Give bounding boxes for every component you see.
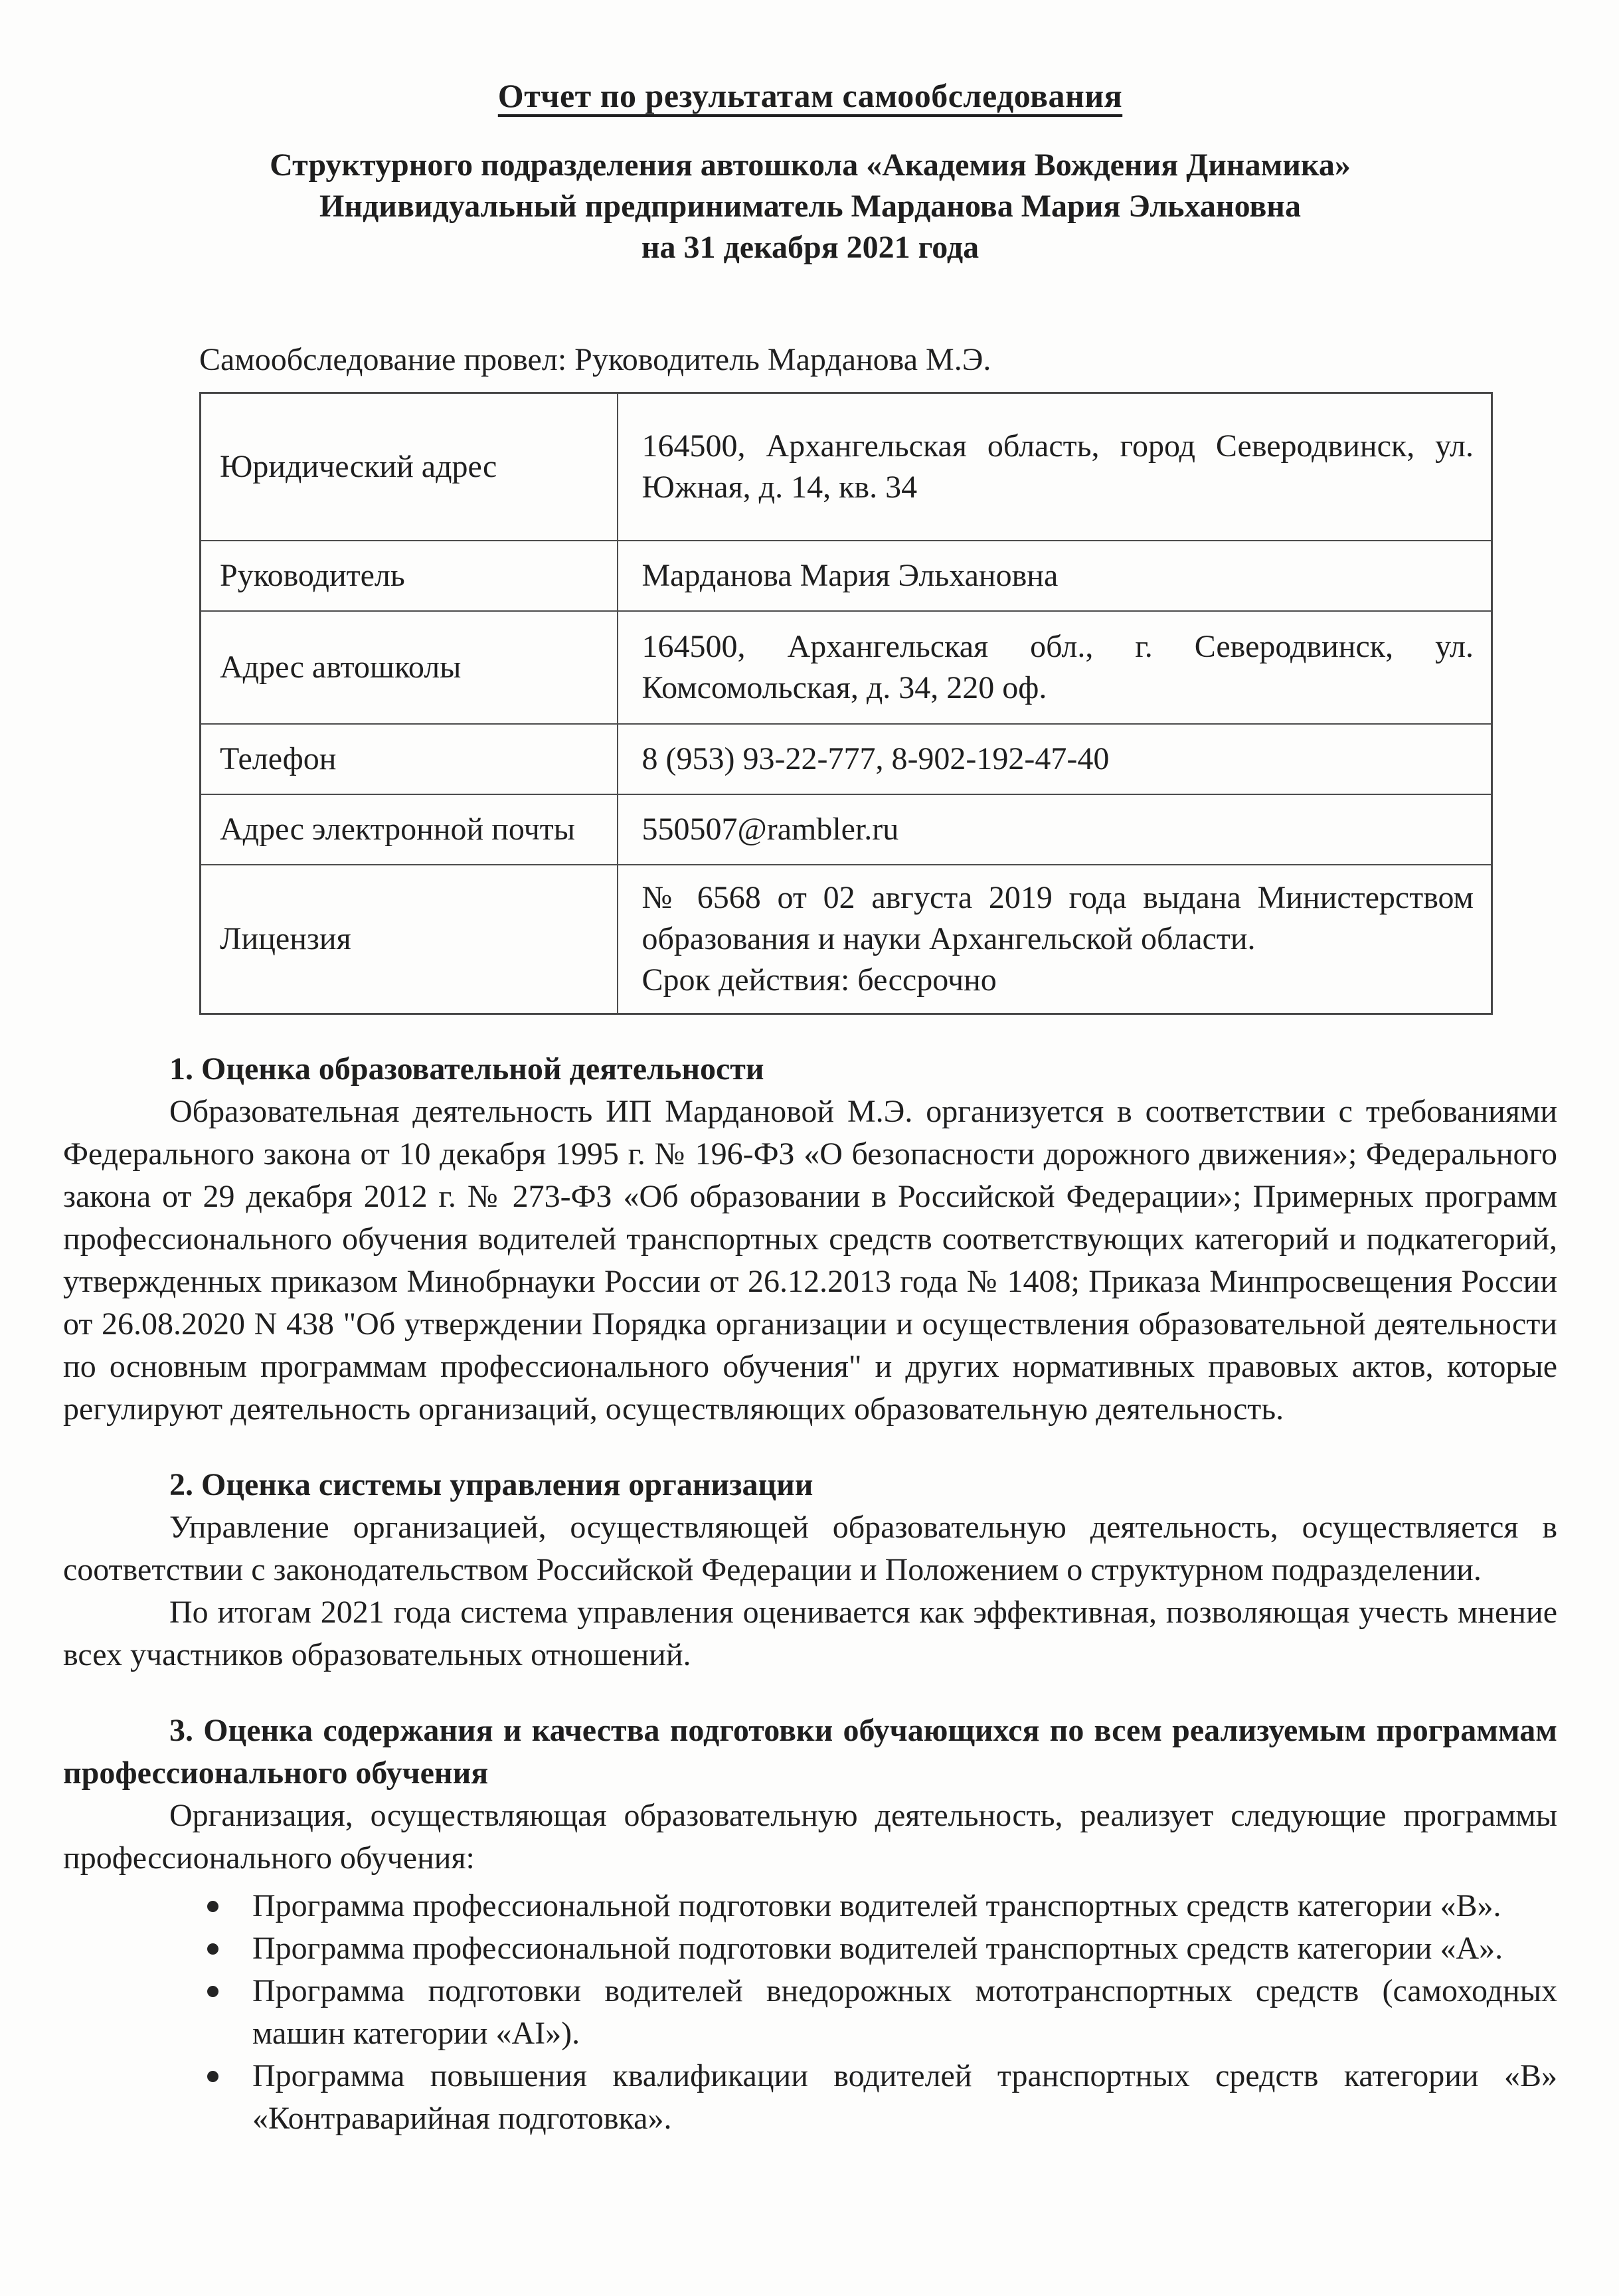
list-item-program-counter-emergency xyxy=(63,2055,1557,2140)
row-label: Телефон xyxy=(201,724,618,794)
table-row-legal-address xyxy=(201,393,1492,541)
row-value: 8 (953) 93-22-777, 8-902-192-47-40 xyxy=(618,724,1492,794)
organization-info-table xyxy=(199,392,1493,1015)
list-item-text: Программа повышения квалификации водителей транспортных средств категории «В» «Контраварийная подготовка». xyxy=(252,2058,1557,2136)
section-2-paragraph-2: По итогам 2021 года система управления оценивается как эффективная, позволяющая учесть мнение всех участников образовательных отношений. xyxy=(63,1594,1557,1672)
subtitle-line-entrepreneur: Индивидуальный предприниматель Марданова Мария Эльхановна xyxy=(319,189,1301,224)
table-row-email xyxy=(201,794,1492,865)
section-2-heading: 2. Оценка системы управления организации xyxy=(169,1466,813,1502)
list-item-text: Программа профессиональной подготовки водителей транспортных средств категории «А». xyxy=(252,1930,1503,1966)
row-label: Руководитель xyxy=(201,541,618,611)
section-2-paragraph-1: Управление организацией, осуществляющей образовательную деятельность, осуществляется в соответствии с законодательством Российской Федерации и Положением о структурном подразделении. xyxy=(63,1509,1557,1587)
section-3-paragraph: Организация, осуществляющая образовательную деятельность, реализует следующие программы профессионального обучения: xyxy=(63,1797,1557,1876)
bullet-marker xyxy=(207,1901,218,1912)
list-item-program-a xyxy=(63,1927,1557,1970)
row-value xyxy=(618,865,1492,1014)
section-3-heading: 3. Оценка содержания и качества подготовки обучающихся по всем реализуемым программам профессионального обучения xyxy=(63,1712,1557,1791)
section-1-paragraph: Образовательная деятельность ИП Мардановой М.Э. организуется в соответствии с требованиями Федерального закона от 10 декабря 1995 г. № 196-ФЗ «О безопасности дорожного движения»; Федерального закона от 29 декабря 2012 г. № 273-ФЗ «Об образовании в Российской Федерации»; Примерных программ профессионального обучения водителей транспортных средств соответствующих категорий и подкатегорий, утвержденных приказом Минобрнауки России от 26.12.2013 года № 1408; Приказа Минпросвещения России от 26.08.2020 N 438 "Об утверждении Порядка организации и осуществления образовательной деятельности по основным программам профессионального обучения" и других нормативных правовых актов, которые регулируют деятельность организаций, осуществляющих образовательную деятельность. xyxy=(63,1093,1557,1427)
row-label: Адрес автошколы xyxy=(201,611,618,724)
subtitle-line-organization: Структурного подразделения автошкола «Академия Вождения Динамика» xyxy=(270,147,1351,183)
self-examination-conductor-line: Самообследование провел: Руководитель Марданова М.Э. xyxy=(199,342,991,377)
list-item-program-ai xyxy=(63,1970,1557,2055)
subtitle-line-date: на 31 декабря 2021 года xyxy=(641,230,980,265)
table-row-director xyxy=(201,541,1492,611)
row-label: Адрес электронной почты xyxy=(201,794,618,865)
row-label: Лицензия xyxy=(201,865,618,1014)
section-2 xyxy=(63,1464,1557,1676)
list-item-text: Программа подготовки водителей внедорожных мототранспортных средств (самоходных машин категории «АI»). xyxy=(252,1973,1557,2051)
table-row-school-address xyxy=(201,611,1492,724)
bullet-marker xyxy=(207,2071,218,2082)
row-value: 164500, Архангельская обл., г. Северодвинск, ул. Комсомольская, д. 34, 220 оф. xyxy=(618,611,1492,724)
bullet-marker xyxy=(207,1943,218,1955)
license-details-line: № 6568 от 02 августа 2019 года выдана Министерством образования и науки Архангельской области. xyxy=(641,879,1474,956)
training-programs-list xyxy=(63,1885,1557,2140)
row-value: 164500, Архангельская область, город Северодвинск, ул. Южная, д. 14, кв. 34 xyxy=(618,393,1492,541)
row-value: Марданова Мария Эльхановна xyxy=(618,541,1492,611)
table-row-phone xyxy=(201,724,1492,794)
document-subtitle xyxy=(63,145,1557,268)
list-item-text: Программа профессиональной подготовки водителей транспортных средств категории «В». xyxy=(252,1888,1501,1923)
table-row-license xyxy=(201,865,1492,1014)
bullet-marker xyxy=(207,1986,218,1997)
row-value: 550507@rambler.ru xyxy=(618,794,1492,865)
row-label: Юридический адрес xyxy=(201,393,618,541)
section-1-heading: 1. Оценка образовательной деятельности xyxy=(169,1051,764,1087)
section-3 xyxy=(63,1710,1557,2140)
license-validity-line: Срок действия: бессрочно xyxy=(641,962,997,998)
document-title: Отчет по результатам самообследования xyxy=(497,77,1123,114)
section-1 xyxy=(63,1048,1557,1431)
list-item-program-b xyxy=(63,1885,1557,1927)
